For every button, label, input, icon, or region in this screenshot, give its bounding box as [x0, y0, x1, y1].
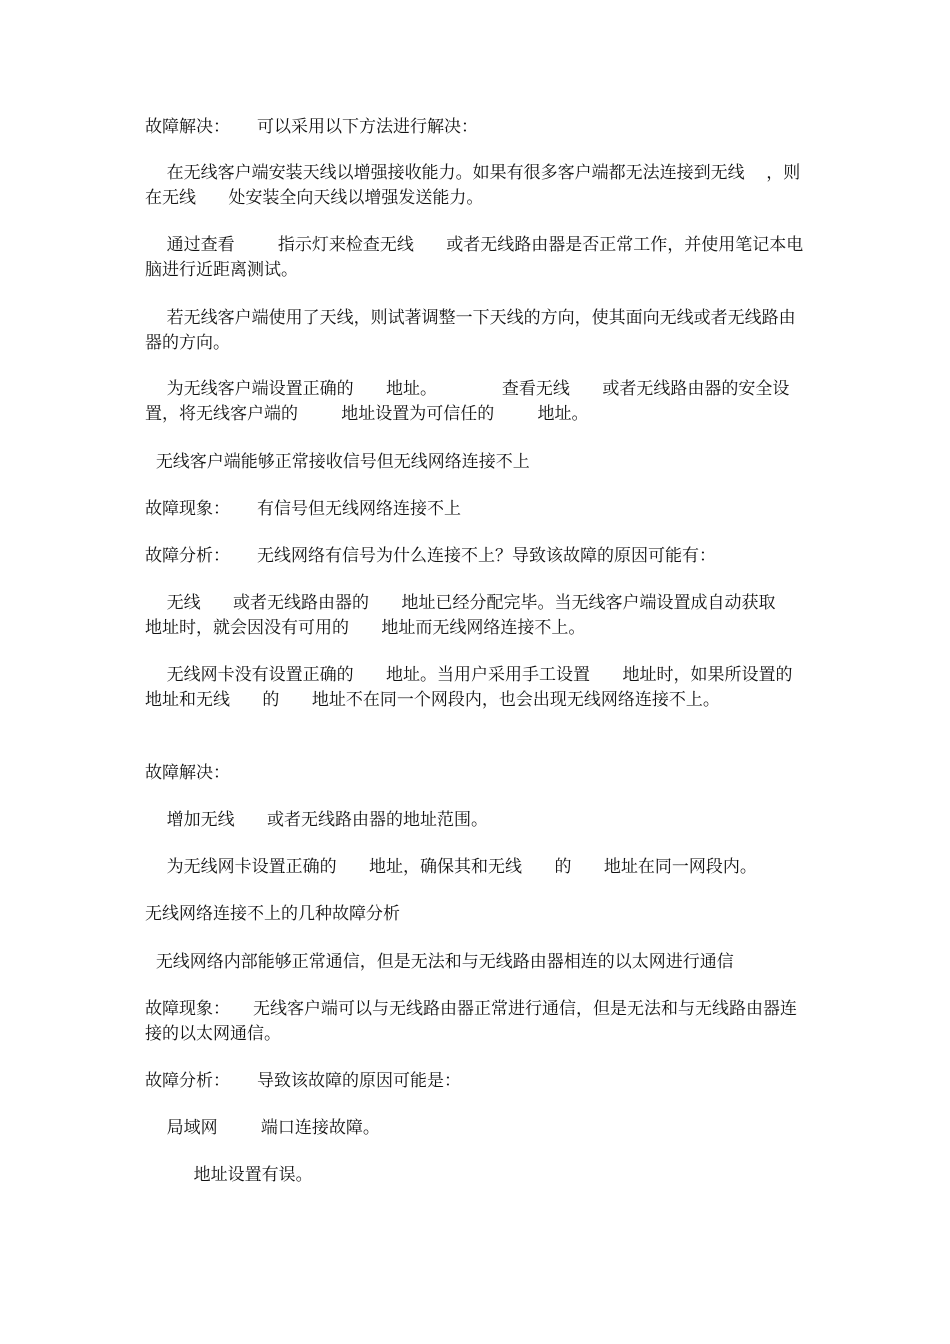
section-label: 故障解决： [145, 117, 230, 137]
paragraph-7 [145, 497, 810, 522]
paragraph-text: 可以采用以下方法进行解决： [257, 117, 478, 137]
paragraph-text: 有信号但无线网络连接不上 [257, 499, 461, 519]
section-label: 故障分析： [145, 546, 230, 566]
paragraph-17 [145, 1069, 810, 1094]
paragraph-12: 增加无线 或者无线路由器的地址范围。 [145, 810, 489, 830]
section-heading-1: 无线客户端能够正常接收信号但无线网络连接不上 [145, 452, 530, 472]
paragraph-text: 无线客户端可以与无线路由器正常进行通信，但是无法和与无线路由器连接的以太网通信。 [145, 999, 797, 1044]
paragraph-4: 若无线客户端使用了天线，则试著调整一下天线的方向，使其面向无线或者无线路由器的方向。 [145, 308, 796, 353]
section-label: 故障现象： [145, 499, 230, 519]
paragraph-9: 无线 或者无线路由器的 地址已经分配完毕。当无线客户端设置成自动获取 地址时，就会因没有可用的 地址而无线网络连接不上。 [145, 593, 808, 638]
paragraph-8 [145, 544, 810, 569]
paragraph-16 [145, 997, 810, 1047]
section-heading-3: 无线网络内部能够正常通信，但是无法和与无线路由器相连的以太网进行通信 [145, 952, 734, 972]
paragraph-text: 无线网络有信号为什么连接不上？导致该故障的原因可能有： [257, 546, 716, 566]
paragraph-13: 为无线网卡设置正确的 地址，确保其和无线 的 地址在同一网段内。 [145, 857, 757, 877]
paragraph-text: 导致该故障的原因可能是： [257, 1071, 461, 1091]
paragraph-10: 无线网卡没有设置正确的 地址。当用户采用手工设置 地址时，如果所设置的 地址和无线 的 地址不在同一个网段内，也会出现无线网络连接不上。 [145, 665, 825, 710]
section-label: 故障分析： [145, 1071, 230, 1091]
section-label: 故障现象： [145, 999, 230, 1019]
paragraph-1 [145, 115, 810, 140]
paragraph-3: 通过查看 指示灯来检查无线 或者无线路由器是否正常工作，并使用笔记本电脑进行近距离测试。 [145, 235, 804, 280]
paragraph-5: 为无线客户端设置正确的 地址。 查看无线 或者无线路由器的安全设置，将无线客户端的 地址设置为可信任的 地址。 [145, 379, 790, 424]
paragraph-18: 局域网 端口连接故障。 [145, 1118, 380, 1138]
section-heading-2: 无线网络连接不上的几种故障分析 [145, 904, 400, 924]
paragraph-19: 地址设置有误。 [145, 1165, 313, 1185]
paragraph-2: 在无线客户端安装天线以增强接收能力。如果有很多客户端都无法连接到无线 ，则在无线 处安装全向天线以增强发送能力。 [145, 163, 801, 208]
paragraph-11: 故障解决： [145, 763, 230, 783]
